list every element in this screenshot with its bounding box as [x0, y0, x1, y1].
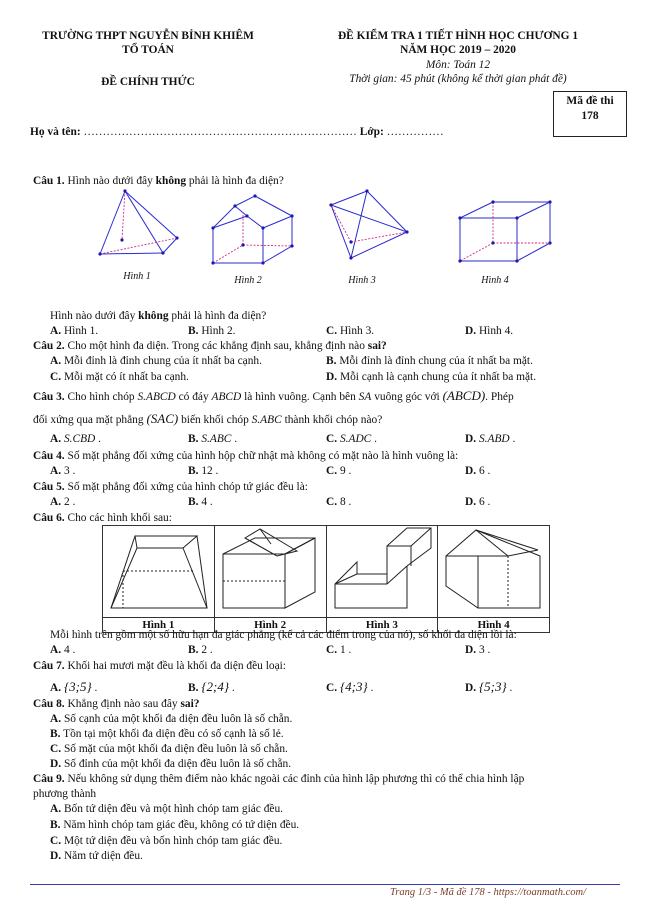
- q9-text-2: phương thành: [33, 788, 97, 800]
- q5-option-b[interactable]: B. 4 .: [188, 496, 213, 508]
- q4-option-c[interactable]: C. 9 .: [326, 465, 352, 477]
- q1-fig-label-4: Hình 4: [481, 275, 509, 286]
- option-text: {2;4}: [201, 679, 230, 694]
- letter-d: D.: [465, 496, 477, 508]
- q9-text: Nếu không sử dụng thêm điểm nào khác ngoài các đỉnh của hình lập phương thì có thể chia hình lập: [67, 773, 525, 785]
- q4-option-a[interactable]: A. 3 .: [50, 465, 76, 477]
- option-text: 6: [478, 465, 485, 477]
- q8-option-a[interactable]: [50, 713, 292, 725]
- q4-text: Số mặt phẳng đối xứng của hình hộp chữ nhật mà không có mặt nào là hình vuông là:: [67, 450, 459, 462]
- q3-text: thành khối chóp nào?: [284, 414, 383, 426]
- letter-c: C.: [326, 325, 338, 337]
- q1-label: Câu 1.: [33, 175, 65, 187]
- q7-option-b[interactable]: B. {2;4} .: [188, 679, 235, 694]
- letter-b: B.: [188, 682, 199, 694]
- q6-option-b[interactable]: B. 2 .: [188, 644, 213, 656]
- q2-option-a[interactable]: [50, 355, 262, 367]
- letter-a: A.: [50, 325, 62, 337]
- q1-figure-4: [458, 200, 551, 262]
- question-3-line-2: [33, 411, 382, 427]
- option-text: 4: [63, 644, 70, 656]
- option-text: Mỗi đỉnh là đỉnh chung của ít nhất ba mặt.: [339, 355, 533, 367]
- department: TỔ TOÁN: [122, 44, 174, 56]
- letter-a: A.: [50, 433, 62, 445]
- q6-fig-label-1: Hình 1: [103, 618, 215, 633]
- letter-a: A.: [50, 496, 62, 508]
- letter-c: C.: [326, 465, 338, 477]
- option-text: Hình 3.: [339, 325, 375, 337]
- school-year: NĂM HỌC 2019 – 2020: [400, 44, 516, 56]
- q3-text: Cho hình chóp: [67, 391, 135, 403]
- question-1: [33, 175, 284, 187]
- q6-text: Cho các hình khối sau:: [67, 512, 172, 524]
- q9-option-b[interactable]: [50, 819, 299, 831]
- letter-d: D.: [50, 758, 62, 770]
- q6-fig-label-4: Hình 4: [438, 618, 550, 633]
- q2-label: Câu 2.: [33, 340, 65, 352]
- q1-figures: [95, 188, 595, 270]
- question-3: [33, 388, 514, 404]
- q3-option-d[interactable]: D. S.ABD .: [465, 433, 516, 445]
- q5-text: Số mặt phẳng đối xứng của hình chóp tứ giác đều là:: [67, 481, 308, 493]
- q6-figure-1: [103, 526, 215, 618]
- q3-text: biến khối chóp: [181, 414, 249, 426]
- q3-text: vuông góc với: [374, 391, 440, 403]
- q1-fig-label-3: Hình 3: [348, 275, 376, 286]
- q6-fig-label-2: Hình 2: [214, 618, 326, 633]
- q7-option-d[interactable]: D. {5;3} .: [465, 679, 513, 694]
- q3-label: Câu 3.: [33, 391, 65, 403]
- page-footer: Trang 1/3 - Mã đề 178 - https://toanmath.com/: [390, 887, 586, 898]
- student-info-line: [30, 126, 444, 138]
- q3-text: đối xứng qua mặt phẳng: [33, 414, 144, 426]
- class-label: Lớp:: [359, 126, 384, 138]
- letter-d: D.: [465, 465, 477, 477]
- option-text: Số mặt của một khối đa diện đều luôn là số chẵn.: [63, 743, 288, 755]
- letter-c: C.: [326, 433, 338, 445]
- letter-d: D.: [465, 644, 477, 656]
- letter-d: D.: [326, 371, 338, 383]
- q8-option-b[interactable]: [50, 728, 284, 740]
- q2-option-c[interactable]: [50, 371, 189, 383]
- q3-math: (SAC): [146, 411, 179, 426]
- time-limit: Thời gian: 45 phút (không kể thời gian phát đề): [349, 73, 567, 85]
- letter-b: B.: [188, 433, 199, 445]
- question-5: [33, 481, 308, 493]
- q3-text: có đáy: [178, 391, 209, 403]
- q4-option-d[interactable]: D. 6 .: [465, 465, 491, 477]
- q8-option-d[interactable]: [50, 758, 291, 770]
- official-label: ĐỀ CHÍNH THỨC: [101, 76, 195, 88]
- letter-a: A.: [50, 713, 62, 725]
- option-text: {5;3}: [478, 679, 507, 694]
- letter-d: D.: [50, 850, 62, 862]
- option-text: 6: [478, 496, 485, 508]
- q6-figure-2: [214, 526, 326, 618]
- q7-label: Câu 7.: [33, 660, 65, 672]
- q8-bold: sai?: [180, 698, 200, 710]
- q2-bold: sai?: [367, 340, 387, 352]
- q8-option-c[interactable]: [50, 743, 288, 755]
- q1-option-b[interactable]: [188, 325, 236, 337]
- q1-fig-label-1: Hình 1: [123, 271, 151, 282]
- q3-math: S.ABC: [251, 414, 282, 426]
- q6-figure-table: [102, 525, 550, 633]
- q6-figure-3: [326, 526, 438, 618]
- letter-a: A.: [50, 355, 62, 367]
- name-label: Họ và tên:: [30, 126, 81, 138]
- option-text: 9: [339, 465, 346, 477]
- q6-question: Mỗi hình trên gồm một số hữu hạn đa giác phẳng (kể cả các điểm trong của nó), số khối đa diện lồi là:: [50, 629, 517, 641]
- letter-d: D.: [465, 682, 477, 694]
- q4-label: Câu 4.: [33, 450, 65, 462]
- letter-a: A.: [50, 682, 62, 694]
- question-2: [33, 340, 387, 352]
- q8-text: Khẳng định nào sau đây: [67, 698, 178, 710]
- letter-b: B.: [326, 355, 337, 367]
- question-8: [33, 698, 199, 710]
- option-text: S.ABC: [201, 433, 232, 445]
- q4-option-b[interactable]: B. 12 .: [188, 465, 219, 477]
- option-text: 3: [63, 465, 70, 477]
- subject: Môn: Toán 12: [425, 59, 491, 71]
- q6-label: Câu 6.: [33, 512, 65, 524]
- q6-fig-label-3: Hình 3: [326, 618, 438, 633]
- letter-d: D.: [465, 433, 477, 445]
- letter-b: B.: [188, 325, 199, 337]
- letter-c: C.: [50, 371, 62, 383]
- letter-b: B.: [50, 728, 61, 740]
- q3-math: (ABCD): [442, 388, 486, 403]
- q1-repeat: [50, 310, 266, 322]
- option-text: S.CBD: [63, 433, 96, 445]
- exam-title: ĐỀ KIỂM TRA 1 TIẾT HÌNH HỌC CHƯƠNG 1: [337, 30, 579, 42]
- q3-text: là hình vuông. Cạnh bên: [244, 391, 356, 403]
- q1-text-after: phải là hình đa diện?: [188, 175, 284, 187]
- letter-b: B.: [188, 496, 199, 508]
- letter-c: C.: [50, 835, 62, 847]
- q1-figure-1: [98, 189, 178, 255]
- option-text: Năm tứ diện đều.: [63, 850, 143, 862]
- option-text: Năm hình chóp tam giác đều, không có tứ diện đều.: [63, 819, 300, 831]
- q3-math: ABCD: [211, 391, 242, 403]
- q8-label: Câu 8.: [33, 698, 65, 710]
- school-name: TRƯỜNG THPT NGUYỄN BỈNH KHIÊM: [42, 30, 254, 42]
- q1-option-a[interactable]: [50, 325, 98, 337]
- footer-divider: [30, 884, 620, 885]
- q9-option-d[interactable]: [50, 850, 143, 862]
- option-text: 1: [339, 644, 346, 656]
- letter-c: C.: [326, 644, 338, 656]
- q1-repeat-after: phải là hình đa diện?: [171, 310, 267, 322]
- q1-figure-2: [211, 194, 293, 264]
- q7-option-c[interactable]: C. {4;3} .: [326, 679, 374, 694]
- q3-math: S.ABCD: [137, 391, 176, 403]
- q1-text: Hình nào dưới đây: [67, 175, 153, 187]
- class-field[interactable]: ……………: [386, 126, 444, 138]
- letter-b: B.: [188, 644, 199, 656]
- exam-code: 178: [581, 110, 599, 122]
- option-text: Bốn tứ diện đều và một hình chóp tam giác đều.: [63, 803, 284, 815]
- q1-repeat-text: Hình nào dưới đây: [50, 310, 136, 322]
- letter-c: C.: [326, 682, 338, 694]
- option-text: Hình 2.: [201, 325, 236, 337]
- option-text: 3: [478, 644, 485, 656]
- option-text: 4: [201, 496, 208, 508]
- q9-option-c[interactable]: [50, 835, 282, 847]
- question-7: [33, 660, 286, 672]
- letter-c: C.: [326, 496, 338, 508]
- question-9: [33, 773, 524, 785]
- q5-option-d[interactable]: D. 6 .: [465, 496, 491, 508]
- q3-text: . Phép: [485, 391, 514, 403]
- option-text: Số cạnh của một khối đa diện đều luôn là số chẵn.: [63, 713, 293, 725]
- name-field[interactable]: ………………………………………………………………: [83, 126, 357, 138]
- option-text: Hình 1.: [63, 325, 99, 337]
- option-text: Mỗi đỉnh là đỉnh chung của ít nhất ba cạnh.: [63, 355, 262, 367]
- q1-option-d[interactable]: [465, 325, 513, 337]
- q2-option-b[interactable]: [326, 355, 533, 367]
- q6-option-a[interactable]: A. 4 .: [50, 644, 76, 656]
- option-text: Mỗi mặt có ít nhất ba cạnh.: [63, 371, 189, 383]
- q9-option-a[interactable]: [50, 803, 283, 815]
- q1-figure-3: [329, 189, 408, 259]
- q1-option-c[interactable]: [326, 325, 374, 337]
- q3-math: SA: [358, 391, 372, 403]
- option-text: 2: [201, 644, 208, 656]
- option-text: 8: [339, 496, 346, 508]
- letter-a: A.: [50, 803, 62, 815]
- letter-b: B.: [50, 819, 61, 831]
- q5-option-c[interactable]: C. 8 .: [326, 496, 352, 508]
- q1-repeat-bold: không: [138, 310, 169, 322]
- option-text: 2: [63, 496, 70, 508]
- letter-d: D.: [465, 325, 477, 337]
- q9-label: Câu 9.: [33, 773, 65, 785]
- q6-figure-4: [438, 526, 550, 618]
- exam-code-box: [553, 91, 627, 137]
- letter-a: A.: [50, 465, 62, 477]
- q7-option-a[interactable]: A. {3;5} .: [50, 679, 98, 694]
- option-text: {4;3}: [339, 679, 368, 694]
- q2-option-d[interactable]: [326, 371, 536, 383]
- option-text: Hình 4.: [478, 325, 514, 337]
- option-text: Số đỉnh của một khối đa diện đều luôn là số chẵn.: [63, 758, 292, 770]
- exam-code-label: Mã đề thi: [566, 95, 614, 107]
- option-text: Một tứ diện đều và bốn hình chóp tam giác đều.: [63, 835, 283, 847]
- letter-b: B.: [188, 465, 199, 477]
- q6-option-d[interactable]: D. 3 .: [465, 644, 491, 656]
- q5-label: Câu 5.: [33, 481, 65, 493]
- q5-option-a[interactable]: A. 2 .: [50, 496, 76, 508]
- q3-option-c[interactable]: C. S.ADC .: [326, 433, 377, 445]
- option-text: {3;5}: [63, 679, 92, 694]
- q1-bold: không: [155, 175, 187, 187]
- option-text: S.ABD: [478, 433, 510, 445]
- option-text: S.ADC: [339, 433, 372, 445]
- letter-c: C.: [50, 743, 62, 755]
- q2-text: Cho một hình đa diện. Trong các khẳng định sau, khẳng định nào: [67, 340, 365, 352]
- option-text: Tồn tại một khối đa diện đều có số cạnh là số lẻ.: [63, 728, 284, 740]
- option-text: 12: [201, 465, 213, 477]
- q3-option-a[interactable]: A. S.CBD .: [50, 433, 101, 445]
- letter-a: A.: [50, 644, 62, 656]
- q3-option-b[interactable]: B. S.ABC .: [188, 433, 238, 445]
- q6-option-c[interactable]: C. 1 .: [326, 644, 352, 656]
- q1-fig-label-2: Hình 2: [234, 275, 262, 286]
- option-text: Mỗi cạnh là cạnh chung của ít nhất ba mặt.: [339, 371, 537, 383]
- q7-text: Khối hai mươi mặt đều là khối đa diện đều loại:: [67, 660, 286, 672]
- question-4: [33, 450, 458, 462]
- question-6: [33, 512, 172, 524]
